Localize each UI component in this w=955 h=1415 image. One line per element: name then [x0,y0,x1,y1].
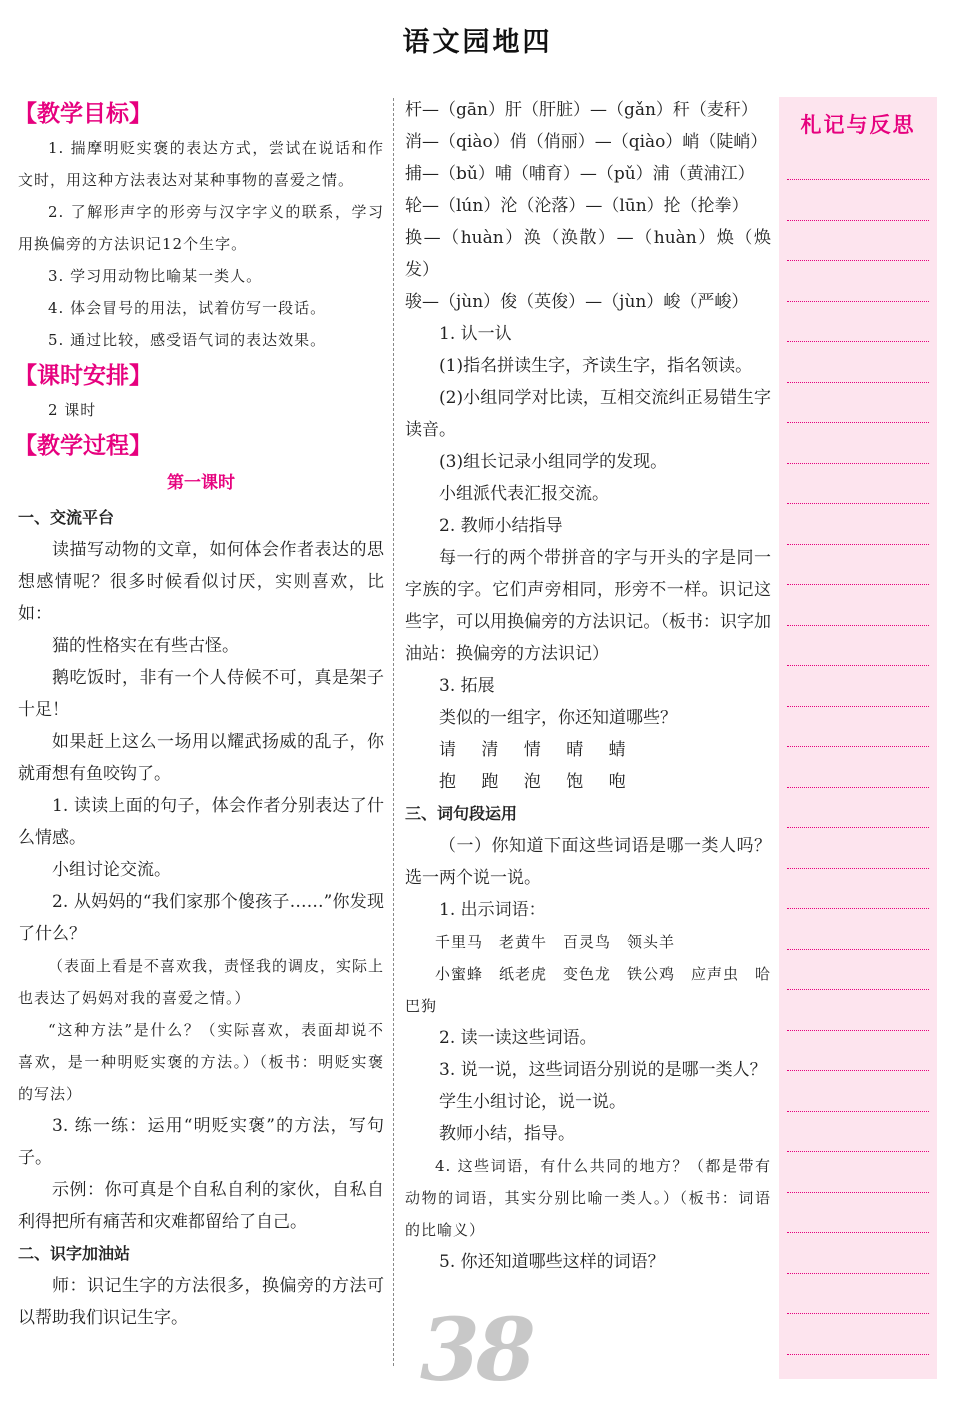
lesson-heading: 第一课时 [167,473,235,493]
paragraph: 读描写动物的文章，如何体会作者表达的思想感情呢？很多时候看似讨厌，实则喜欢，比如： [18,540,384,624]
char-group: 请 清 情 晴 蜻 [439,740,636,760]
char-pair-row: 杆—（gān）肝（肝脏）—（gǎn）秆（麦秆） [405,100,758,120]
goal-1: 1. 揣摩明贬实褒的表达方式，尝试在说话和作文时，用这种方法表达对某种事物的喜爱之情。 [18,139,384,189]
note-line [787,503,929,504]
paragraph: 师：识记生字的方法很多，换偏旁的方法可以帮助我们识记生字。 [18,1276,384,1328]
paragraph: 类似的一组字，你还知道哪些？ [439,708,677,728]
paragraph: 鹅吃饭时，非有一个人侍候不可，真是架子十足！ [18,668,384,720]
note-line [787,179,929,180]
note-line [787,463,929,464]
paragraph: （一）你知道下面这些词语是哪一类人吗？选一两个说一说。 [405,836,771,888]
goal-5: 5. 通过比较，感受语气词的表达效果。 [48,331,327,349]
paragraph: 1. 认一认 [439,324,512,344]
paragraph: (1)指名拼读生字，齐读生字，指名领读。 [439,356,753,376]
part-heading-usage: 三、词句段运用 [405,804,518,823]
note-line [787,868,929,869]
sidebar-title: 札记与反思 [800,113,916,137]
paragraph: (2)小组同学对比读，互相交流纠正易错生字读音。 [405,388,771,440]
word-list: 小蜜蜂 纸老虎 变色龙 铁公鸡 应声虫 哈巴狗 [405,965,772,1015]
note-line [787,220,929,221]
note-line [787,260,929,261]
goals-heading: 【教学目标】 [14,101,152,127]
note-line [787,1111,929,1112]
goal-3: 3. 学习用动物比喻某一类人。 [48,267,263,285]
notes-sidebar [779,97,937,1379]
paragraph: 小组派代表汇报交流。 [439,484,609,504]
middle-column [405,94,771,1278]
note-line [787,746,929,747]
note-line [787,908,929,909]
char-pair-row: 骏—（jùn）俊（英俊）—（jùn）峻（严峻） [405,292,749,312]
word-list: 千里马 老黄牛 百灵鸟 领头羊 [435,933,676,951]
note-line [787,1030,929,1031]
column-divider [393,98,394,1366]
paragraph: 4. 这些词语，有什么共同的地方？（都是带有动物的词语，其实分别比喻一类人。）（板书：词语的比喻义） [405,1157,771,1239]
paragraph: 猫的性格实在有些古怪。 [52,636,239,656]
note-line [787,949,929,950]
note-line [787,1151,929,1152]
left-column [14,94,385,1334]
note-line [787,989,929,990]
part-heading-exchange: 一、交流平台 [18,508,115,527]
paragraph: 3. 拓展 [439,676,495,696]
paragraph: 5. 你还知道哪些这样的词语？ [439,1252,665,1272]
char-pair-row: 捕—（bǔ）哺（哺育）—（pǔ）浦（黄浦江） [405,164,755,184]
page-title: 语文园地四 [402,27,553,58]
paragraph: 3. 说一说，这些词语分别说的是哪一类人？ [439,1060,767,1080]
note-line [787,1192,929,1193]
char-group: 抱 跑 泡 饱 咆 [439,772,636,792]
note-line [787,544,929,545]
schedule-heading: 【课时安排】 [14,363,152,389]
note-line [787,382,929,383]
part-heading-literacy: 二、识字加油站 [18,1244,131,1263]
paragraph: 3. 练一练：运用“明贬实褒”的方法，写句子。 [18,1116,384,1168]
char-pair-row: 消—（qiào）俏（俏丽）—（qiào）峭（陡峭） [405,132,768,152]
goal-2: 2. 了解形声字的形旁与汉字字义的联系，学习用换偏旁的方法识记12个生字。 [18,203,384,253]
note-line [787,665,929,666]
process-heading: 【教学过程】 [14,433,152,459]
note-line [787,422,929,423]
page-number: 38 [420,1300,532,1401]
char-pair-row: 换—（huàn）涣（涣散）—（huàn）焕（焕发） [405,228,771,280]
note-line [787,1070,929,1071]
note-line [787,1313,929,1314]
note-line [787,787,929,788]
paragraph: （表面上看是不喜欢我，责怪我的调皮，实际上也表达了妈妈对我的喜爱之情。） [18,957,385,1007]
paragraph: “这种方法”是什么？（实际喜欢，表面却说不喜欢，是一种明贬实褒的方法。）（板书：明贬实褒的写法） [18,1021,384,1103]
paragraph: (3)组长记录小组同学的发现。 [439,452,668,472]
paragraph: 1. 读读上面的句子，体会作者分别表达了什么情感。 [18,796,384,848]
paragraph: 2. 读一读这些词语。 [439,1028,597,1048]
note-line [787,341,929,342]
paragraph: 学生小组讨论，说一说。 [439,1092,626,1112]
note-line [787,1354,929,1355]
char-pair-row: 轮—（lún）沦（沦落）—（lūn）抡（抡拳） [405,196,749,216]
paragraph: 小组讨论交流。 [52,860,171,880]
note-line [787,584,929,585]
paragraph: 每一行的两个带拼音的字与开头的字是同一字族的字。它们声旁相同，形旁不一样。识记这些字，可以用换偏旁的方法识记。（板书：识字加油站：换偏旁的方法识记） [405,548,771,664]
paragraph: 2. 从妈妈的“我们家那个傻孩子……”你发现了什么？ [18,892,384,944]
note-line [787,301,929,302]
note-line [787,1232,929,1233]
paragraph: 如果赶上这么一场用以耀武扬威的乱子，你就甭想有鱼咬钩了。 [18,732,384,784]
paragraph: 1. 出示词语： [439,900,546,920]
note-line [787,706,929,707]
note-line [787,827,929,828]
goal-4: 4. 体会冒号的用法，试着仿写一段话。 [48,299,327,317]
note-line [787,625,929,626]
note-line [787,1273,929,1274]
paragraph: 教师小结，指导。 [439,1124,575,1144]
paragraph: 2. 教师小结指导 [439,516,563,536]
paragraph: 示例：你可真是个自私自利的家伙，自私自利得把所有痛苦和灾难都留给了自己。 [18,1180,384,1232]
schedule-text: 2 课时 [48,401,97,419]
